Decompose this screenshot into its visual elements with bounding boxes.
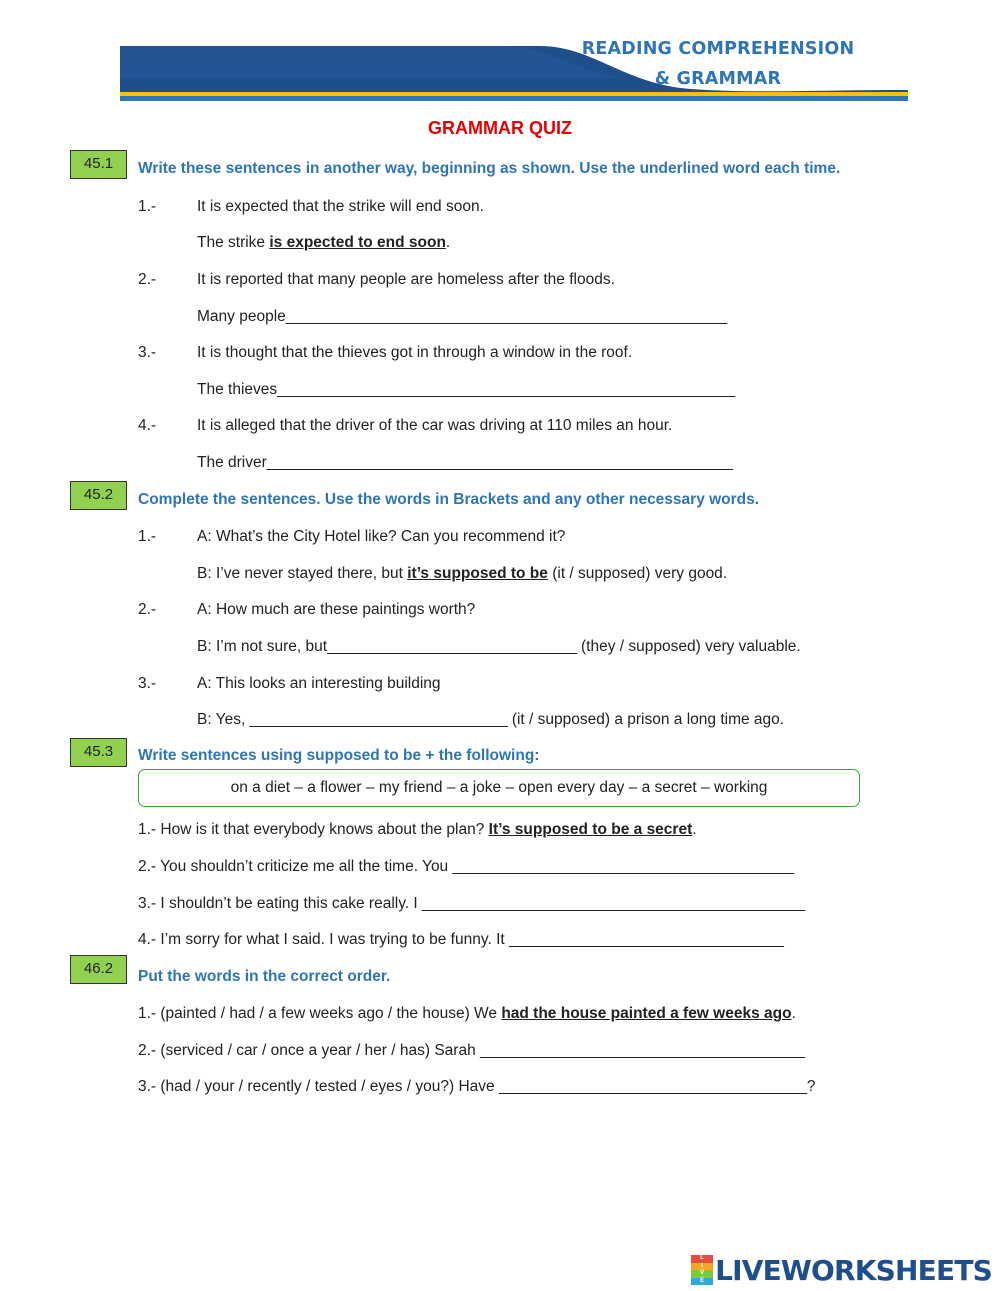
exercise-line: [138, 821, 697, 839]
item-answer: [197, 234, 450, 252]
item-question: A: What’s the City Hotel like? Can you recommend it?: [197, 528, 566, 545]
line-prompt: 3.- I shouldn’t be eating this cake really. I: [138, 895, 423, 912]
item-answer: [197, 308, 727, 326]
logo-mark-letter: I: [691, 1263, 713, 1271]
line-prompt: 1.- How is it that everybody knows about the plan?: [138, 821, 489, 838]
answer-example: is expected to end soon: [269, 234, 446, 251]
answer-example: It’s supposed to be a secret: [488, 821, 693, 838]
answer-prefix: B: Yes,: [197, 711, 250, 728]
page-title: GRAMMAR QUIZ: [428, 118, 572, 138]
exercise-line: [138, 1042, 805, 1060]
section-badge-45-1: 45.1: [70, 150, 127, 179]
answer-suffix: .: [791, 1005, 796, 1022]
section-instruction-45-1: Write these sentences in another way, beginning as shown. Use the underlined word each time.: [138, 160, 841, 177]
answer-blank[interactable]: _____________________________________________________: [285, 308, 727, 325]
answer-suffix: ?: [806, 1078, 816, 1095]
liveworksheets-logo: [691, 1253, 992, 1287]
answer-prefix: The strike: [197, 234, 270, 251]
item-answer: [197, 565, 727, 583]
item-question: It is expected that the strike will end soon.: [197, 198, 484, 215]
item-question: It is thought that the thieves got in through a window in the roof.: [197, 344, 633, 361]
answer-prefix: Many people: [197, 308, 286, 325]
answer-example: it’s supposed to be: [407, 565, 548, 582]
item-answer: [197, 638, 801, 656]
exercise-line: [138, 1005, 796, 1023]
answer-blank[interactable]: _________________________________________: [452, 858, 794, 875]
answer-suffix: .: [692, 821, 697, 838]
word-bank-box: on a diet – a flower – my friend – a joke – open every day – a secret – working: [138, 769, 860, 807]
section-badge-45-2: 45.2: [70, 481, 127, 510]
logo-text: LIVEWORKSHEETS: [715, 1253, 992, 1287]
item-number: 1.-: [138, 528, 157, 545]
answer-blank[interactable]: _____________________________________: [498, 1078, 807, 1095]
answer-suffix: .: [445, 234, 451, 251]
answer-blank[interactable]: ______________________________________________: [422, 895, 805, 912]
header-title-line2: & GRAMMAR: [654, 69, 782, 89]
section-badge-46-2: 46.2: [70, 955, 127, 984]
item-number: 1.-: [138, 198, 157, 215]
item-question: It is alleged that the driver of the car was driving at 110 miles an hour.: [197, 417, 673, 434]
answer-prefix: B: I’m not sure, but: [197, 638, 328, 655]
logo-mark-letter: L: [691, 1255, 713, 1263]
answer-suffix: (it / supposed) very good.: [547, 565, 728, 582]
item-number: 3.-: [138, 675, 157, 692]
item-answer: [197, 454, 733, 472]
item-number: 3.-: [138, 344, 157, 361]
section-instruction-46-2: Put the words in the correct order.: [138, 968, 391, 985]
item-number: 2.-: [138, 271, 157, 288]
item-question: A: This looks an interesting building: [197, 675, 441, 692]
logo-mark-letter: E: [691, 1278, 713, 1286]
line-prompt: 2.- You shouldn’t criticize me all the time. You: [138, 858, 453, 875]
header-title-line1: READING COMPREHENSION: [581, 39, 855, 59]
answer-blank[interactable]: ______________________________: [327, 638, 577, 655]
answer-blank[interactable]: _______________________________________________________: [277, 381, 735, 398]
line-prompt: 2.- (serviced / car / once a year / her / has) Sarah: [138, 1042, 481, 1059]
answer-prefix: The driver: [197, 454, 267, 471]
answer-example: had the house painted a few weeks ago: [501, 1005, 792, 1022]
line-prompt: 3.- (had / your / recently / tested / eyes / you?) Have: [138, 1078, 499, 1095]
exercise-line: [138, 1078, 815, 1096]
item-question: It is reported that many people are homeless after the floods.: [197, 271, 615, 288]
item-number: 4.-: [138, 417, 157, 434]
answer-suffix: (it / supposed) a prison a long time ago.: [507, 711, 785, 728]
item-answer: [197, 381, 735, 399]
item-question: A: How much are these paintings worth?: [197, 601, 476, 618]
answer-blank[interactable]: ________________________________________________________: [266, 454, 733, 471]
header-banner: [120, 40, 908, 102]
answer-suffix: (they / supposed) very valuable.: [576, 638, 801, 655]
section-instruction-45-2: Complete the sentences. Use the words in Brackets and any other necessary words.: [138, 491, 760, 508]
item-number: 2.-: [138, 601, 157, 618]
section-instruction-45-3: Write sentences using supposed to be + the following:: [138, 747, 540, 764]
line-prompt: 1.- (painted / had / a few weeks ago / the house) We: [138, 1005, 502, 1022]
logo-mark-letter: V: [691, 1270, 713, 1278]
exercise-line: [138, 931, 784, 949]
item-answer: [197, 711, 784, 729]
logo-mark-icon: [691, 1255, 713, 1285]
line-prompt: 4.- I’m sorry for what I said. I was trying to be funny. It: [138, 931, 509, 948]
exercise-line: [138, 895, 805, 913]
header-title: [548, 34, 888, 94]
answer-prefix: B: I’ve never stayed there, but: [197, 565, 408, 582]
section-badge-45-3: 45.3: [70, 738, 127, 767]
answer-blank[interactable]: _______________________________: [249, 711, 508, 728]
answer-blank[interactable]: _______________________________________: [480, 1042, 805, 1059]
answer-blank[interactable]: _________________________________: [509, 931, 784, 948]
answer-prefix: The thieves: [197, 381, 278, 398]
exercise-line: [138, 858, 794, 876]
